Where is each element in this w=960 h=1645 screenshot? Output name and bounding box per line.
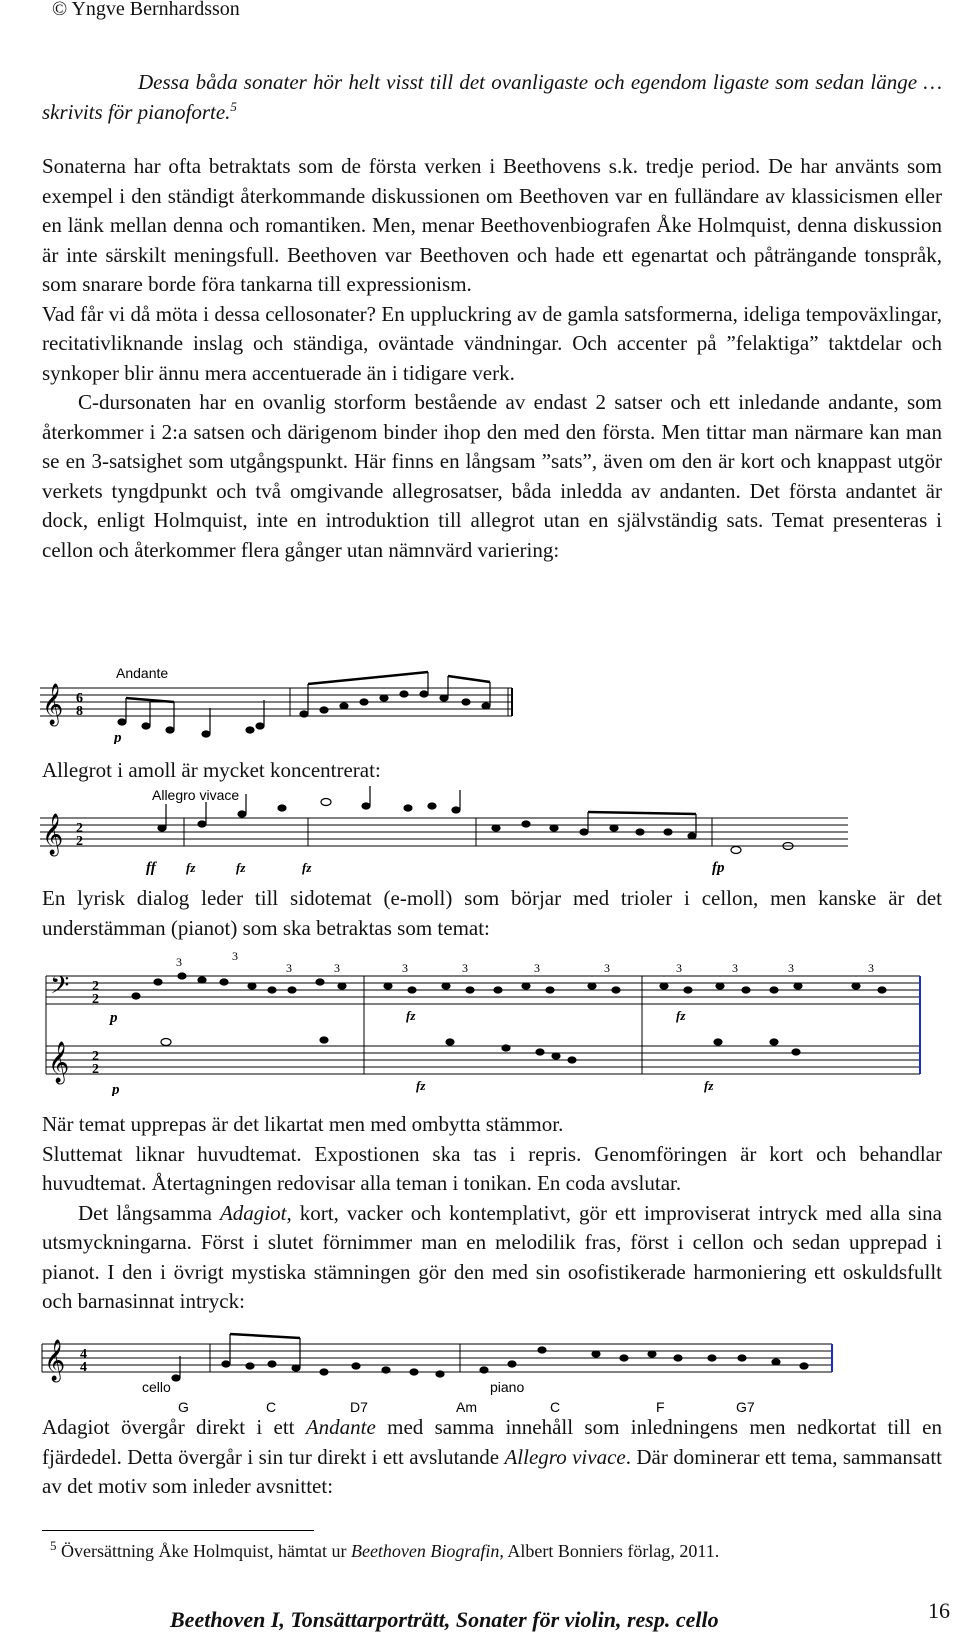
body-section-2	[42, 756, 942, 786]
score-dialog	[36, 946, 926, 1096]
dynamic-mark: fz	[302, 860, 312, 875]
dynamic-mark: p	[112, 1082, 120, 1096]
time-top: 2	[76, 821, 83, 836]
triplet-mark: 3	[286, 961, 292, 975]
footnote	[50, 1538, 930, 1562]
paragraph-1: Sonaterna har ofta betraktats som de första verken i Beethovens s.k. tredje period. De har använts som exempel i den ständigt återkommande diskussionen om Beethoven var en fulländare av klassicismen eller en länk mellan denna och romantiken. Men, menar Beethovenbiografen Åke Holmquist, denna diskussion är inte särskilt meningsfull. Beethoven var Beethoven och hade ett egenartat och påträngande tonspråk, som snarare borde föra tankarna till expressionism.	[42, 154, 942, 296]
paragraph-2: Vad får vi då möta i dessa cellosonater? En uppluckring av de gamla satsformerna, ideliga tempoväxlingar, recitativliknande inslag och ständiga, oväntade vändningar. Och accenter på ”felaktiga” taktdelar och synkoper blir ännu mera accentuerade än i tidigare verk.	[42, 301, 942, 385]
paragraph-9	[42, 1413, 942, 1502]
paragraph-8-part-a: Det långsamma	[78, 1200, 220, 1225]
footnote-ref: 5	[230, 98, 237, 114]
piano-label: piano	[490, 1379, 525, 1395]
time-top: 2	[92, 979, 99, 994]
footnote-book-title: Beethoven Biografin	[350, 1541, 500, 1561]
quote-text	[42, 68, 942, 127]
bass-clef-icon: 𝄢	[50, 972, 70, 1005]
tempo-mark: Allegro vivace	[152, 787, 240, 803]
time-top: 4	[80, 1347, 87, 1362]
tempo-mark: Andante	[116, 665, 169, 681]
triplet-marks	[176, 949, 874, 975]
paragraph-6: När temat upprepas är det likartat men med ombytta stämmor.	[42, 1112, 564, 1136]
triplet-mark: 3	[788, 961, 794, 975]
triplet-mark: 3	[176, 955, 182, 969]
triplet-mark: 3	[868, 961, 874, 975]
time-bottom: 2	[92, 992, 99, 1007]
triplet-mark: 3	[534, 961, 540, 975]
chord-symbol: F	[656, 1399, 665, 1415]
paragraph-9-italic-1: Andante	[305, 1415, 376, 1439]
note-group	[118, 672, 490, 737]
triplet-mark: 3	[604, 961, 610, 975]
paragraph-4: Allegrot i amoll är mycket koncentrerat:	[42, 758, 381, 782]
dynamic-mark: fz	[186, 860, 196, 875]
quote-body: Dessa båda sonater hör helt visst till det ovanligaste och egendom ligaste som sedan länge … skrivits för pianoforte.	[42, 70, 942, 124]
dynamic-mark: fz	[236, 860, 246, 875]
score-allegro	[36, 786, 856, 876]
time-top: 6	[76, 691, 83, 706]
body-section-4	[42, 1110, 942, 1317]
triplet-mark: 3	[232, 949, 238, 963]
triplet-mark: 3	[334, 961, 340, 975]
chord-symbol: Am	[456, 1399, 477, 1415]
time-top: 2	[92, 1049, 99, 1064]
score-adagio	[36, 1320, 836, 1415]
dynamic-mark: ff	[146, 860, 156, 876]
paragraph-9-part-c: med samma innehåll som inledningens men nedkortat till en fjärdedel. Detta övergår i sin tur direkt i ett avslutande	[42, 1415, 942, 1469]
time-bottom: 8	[76, 704, 83, 719]
paragraph-9-italic-2: Allegro vivace	[504, 1444, 626, 1469]
chord-symbol: D7	[350, 1399, 368, 1415]
treble-clef-icon: 𝄞	[44, 1340, 66, 1380]
chord-symbol: C	[550, 1399, 561, 1415]
triplet-mark: 3	[402, 961, 408, 975]
footnote-number: 5	[50, 1538, 57, 1553]
dynamic-mark: fz	[416, 1078, 426, 1093]
paragraph-8-part-c: , kort, vacker och kontemplativt, gör ett improviserat intryck med alla sina utsmyckningarna. Först i slutet förnimmer man en melodilik fras, först i cellon och sedan upprepad i pianot. I den i övrigt mystiska stämningen gör den med sin osofistikerade harmoniering ett oskuldsfullt och barnasinnat intryck:	[42, 1200, 942, 1313]
treble-clef-icon: 𝄞	[42, 814, 64, 854]
chord-symbol: G	[178, 1399, 189, 1415]
dynamic-mark: fz	[704, 1078, 714, 1093]
dynamic-mark: fz	[406, 1008, 416, 1023]
paragraph-3: C-dursonaten har en ovanlig storform bestående av endast 2 satser och ett inledande andante, som återkommer i 2:a satsen och därigenom binder ihop den med den första. Men tittar man närmare kan man se en 3-satsighet som utgångspunkt. Här finns en långsam ”sats”, även om den är kort och knappast utgör verkets tyngdpunkt och två omgivande allegrosatser, båda inledda av andanten. Det första andantet är dock, enligt Holmquist, inte en introduktion till allegrot utan en självständig sats. Temat presenteras i cellon och återkommer flera gånger utan nämnvärd variering:	[42, 390, 942, 562]
copyright-header: © Yngve Bernhardsson	[52, 0, 240, 20]
time-bottom: 4	[80, 1360, 87, 1375]
triplet-mark: 3	[732, 961, 738, 975]
footnote-divider	[42, 1530, 314, 1531]
page-number: 16	[928, 1598, 950, 1623]
paragraph-9-part-a: Adagiot övergår direkt i ett	[42, 1415, 306, 1439]
footnote-text-c: , Albert Bonniers förlag, 2011.	[499, 1541, 720, 1561]
dynamic-mark: p	[110, 1010, 118, 1026]
paragraph-8-italic: Adagiot	[219, 1200, 287, 1225]
quote-block	[42, 68, 942, 127]
score-andante	[36, 664, 516, 744]
note-group	[132, 973, 886, 1063]
dynamic-mark: fz	[676, 1008, 686, 1023]
time-bottom: 2	[76, 834, 83, 849]
dynamic-mark: fp	[712, 860, 725, 876]
treble-clef-icon: 𝄞	[42, 684, 64, 724]
triplet-mark: 3	[462, 961, 468, 975]
footnote-text-a: Översättning Åke Holmquist, hämtat ur	[61, 1541, 351, 1561]
body-section-1	[42, 152, 942, 565]
body-section-5	[42, 1413, 942, 1502]
dynamic-mark: p	[114, 730, 122, 744]
triplet-mark: 3	[676, 961, 682, 975]
paragraph-7: Sluttemat liknar huvudtemat. Expostionen ska tas i repris. Genomföringen är kort och behandlar huvudtemat. Återtagningen redovisar alla teman i tonikan. En coda avslutar.	[42, 1141, 942, 1195]
paragraph-9-part-e: . Där dominerar ett tema, sammansatt av det motiv som inleder avsnittet:	[42, 1444, 943, 1498]
paragraph-8	[42, 1199, 942, 1317]
body-section-3	[42, 884, 942, 943]
cello-label: cello	[142, 1379, 171, 1395]
chord-symbol: G7	[736, 1399, 755, 1415]
paragraph-5: En lyrisk dialog leder till sidotemat (e-moll) som börjar med trioler i cellon, men kanske är det understämman (pianot) som ska betraktas som temat:	[42, 886, 942, 940]
chord-symbol: C	[266, 1399, 277, 1415]
treble-clef-icon: 𝄞	[48, 1042, 70, 1082]
time-bottom: 2	[92, 1062, 99, 1077]
footer-title: Beethoven I, Tonsättarporträtt, Sonater för violin, resp. cello	[170, 1607, 719, 1632]
